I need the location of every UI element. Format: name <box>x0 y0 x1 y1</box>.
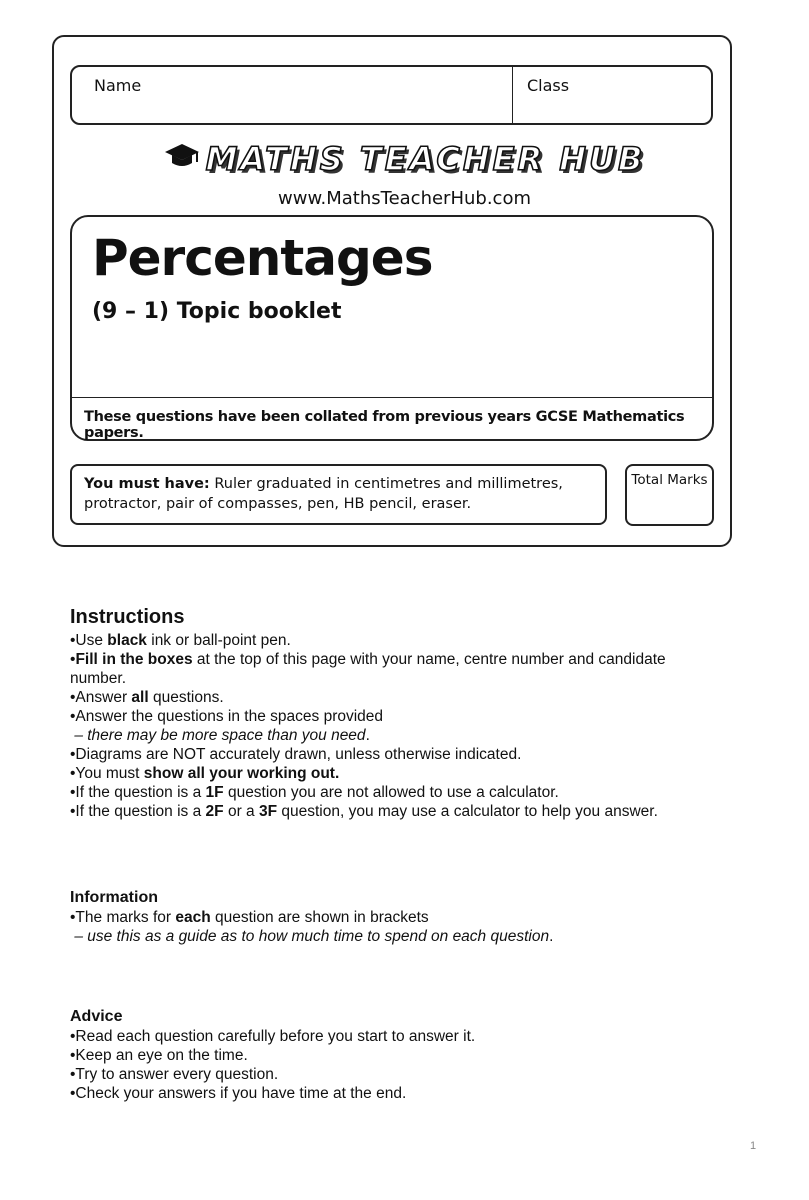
instruction-line: •Answer all questions. <box>70 689 224 706</box>
advice-line: •Keep an eye on the time. <box>70 1047 248 1064</box>
information-line: •The marks for each question are shown in brackets <box>70 909 429 926</box>
instructions-section <box>70 605 790 821</box>
instructions-heading: Instructions <box>70 606 185 628</box>
must-have-box <box>70 464 607 525</box>
total-marks-label: Total Marks <box>631 472 708 488</box>
must-have-label: You must have: <box>84 476 210 492</box>
information-heading: Information <box>70 889 158 906</box>
information-line: – use this as a guide as to how much time to spend on each question. <box>70 928 554 945</box>
advice-line: •Try to answer every question. <box>70 1066 279 1083</box>
instruction-line: •Diagrams are NOT accurately drawn, unless otherwise indicated. <box>70 746 522 763</box>
advice-section <box>70 1007 790 1103</box>
advice-heading: Advice <box>70 1008 123 1025</box>
instruction-line: •Answer the questions in the spaces provided <box>70 708 384 725</box>
graduation-cap-icon <box>164 140 200 178</box>
name-class-box <box>70 65 713 125</box>
title-box <box>70 215 714 441</box>
name-label: Name <box>94 76 142 95</box>
collation-note: These questions have been collated from previous years GCSE Mathematics papers. <box>84 409 685 441</box>
page-number: 1 <box>750 1140 757 1152</box>
website-url: www.MathsTeacherHub.com <box>278 188 531 209</box>
instruction-line: •If the question is a 2F or a 3F question, you may use a calculator to help you answer. <box>70 803 658 820</box>
information-section <box>70 888 790 946</box>
name-class-divider <box>512 67 513 123</box>
must-have-text-2: protractor, pair of compasses, pen, HB pencil, eraser. <box>84 496 472 512</box>
instruction-line: – there may be more space than you need. <box>70 727 370 744</box>
advice-line: •Read each question carefully before you start to answer it. <box>70 1028 476 1045</box>
brand-logo <box>0 138 809 178</box>
brand-text: MATHS TEACHER HUB <box>205 140 646 178</box>
instruction-line: •If the question is a 1F question you are not allowed to use a calculator. <box>70 784 559 801</box>
must-have-text-1: Ruler graduated in centimetres and millimetres, <box>209 476 563 492</box>
instruction-line: •Fill in the boxes at the top of this page with your name, centre number and candidate number. <box>70 651 670 687</box>
title-box-divider <box>72 397 712 398</box>
booklet-title: Percentages <box>92 229 433 287</box>
total-marks-box <box>625 464 714 526</box>
class-label: Class <box>527 76 570 95</box>
advice-line: •Check your answers if you have time at the end. <box>70 1085 407 1102</box>
instruction-line: •Use black ink or ball-point pen. <box>70 632 291 649</box>
booklet-subtitle: (9 – 1) Topic booklet <box>92 299 342 324</box>
instruction-line: •You must show all your working out. <box>70 765 340 782</box>
